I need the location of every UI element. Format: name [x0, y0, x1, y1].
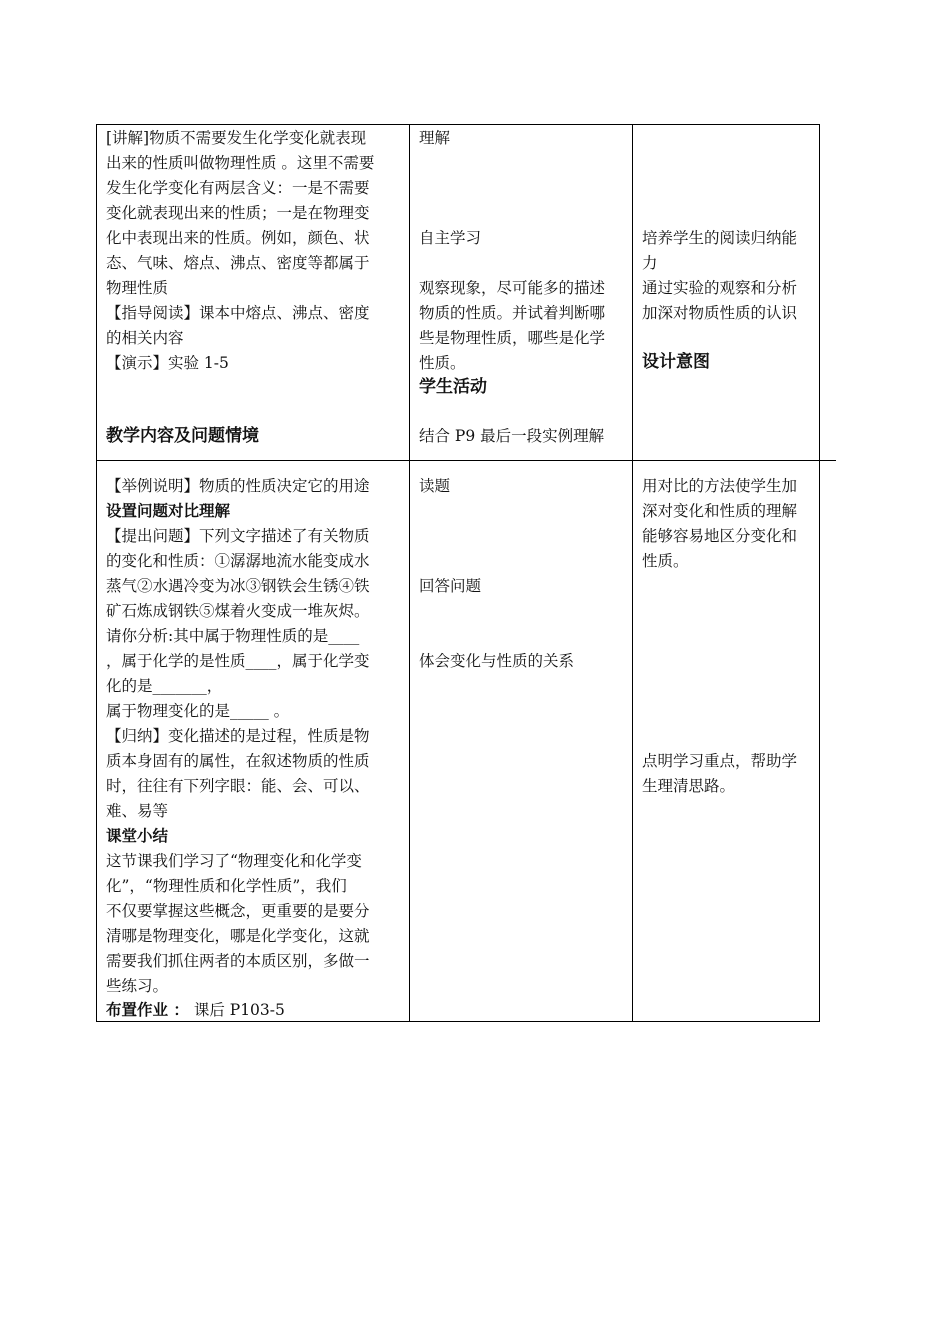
text-line: 出来的性质叫做物理性质 。这里不需要: [106, 154, 375, 172]
homework-value: 课后 P103-5: [193, 1001, 285, 1019]
text-line: 需要我们抓住两者的本质区别，多做一: [106, 952, 370, 970]
text-line: 体会变化与性质的关系: [419, 652, 575, 670]
column-heading: 设计意图: [642, 352, 710, 372]
text-line: 深对变化和性质的理解: [642, 502, 798, 520]
bold-heading: 课堂小结: [106, 827, 169, 845]
text-line: 质本身固有的属性，在叙述物质的性质: [106, 752, 370, 770]
text-line: 清哪是物理变化，哪是化学变化，这就: [106, 927, 370, 945]
text-line: 物质的性质。并试着判断哪: [419, 304, 606, 322]
text-line: [讲解]物质不需要发生化学变化就表现: [106, 129, 367, 147]
text-line: 难、易等: [106, 802, 169, 820]
text-line: 通过实验的观察和分析: [642, 279, 798, 297]
text-line: 变化就表现出来的性质；一是在物理变: [106, 204, 370, 222]
text-line: 力: [642, 254, 658, 272]
text-line: 些是物理性质，哪些是化学: [419, 329, 606, 347]
bold-heading: 设置问题对比理解: [106, 502, 231, 520]
text-line: 【指导阅读】课本中熔点、沸点、密度: [106, 304, 370, 322]
text-line: 化”，“物理性质和化学性质”，我们: [106, 877, 347, 895]
text-line: 这节课我们学习了“物理变化和化学变: [106, 852, 362, 870]
table-divider-1: [409, 124, 410, 1022]
text-line: 读题: [419, 477, 451, 495]
text-line: 态、气味、熔点、沸点、密度等都属于: [106, 254, 370, 272]
text-line: 理解: [419, 129, 451, 147]
text-line: 【举例说明】物质的性质决定它的用途: [106, 477, 370, 495]
text-line: 性质。: [419, 354, 466, 372]
text-line: 属于物理变化的是_____ 。: [106, 702, 290, 720]
homework-line: [106, 998, 285, 1023]
table-border-left: [96, 124, 97, 1022]
text-line: 【演示】实验 1-5: [106, 354, 229, 372]
column-heading: 教学内容及问题情境: [106, 426, 259, 446]
text-line: 回答问题: [419, 577, 482, 595]
text-line: 加深对物质性质的认识: [642, 304, 798, 322]
text-line: 时，往往有下列字眼：能、会、可以、: [106, 777, 370, 795]
table-divider-2: [632, 124, 633, 1022]
text-line: 自主学习: [419, 229, 482, 247]
text-line: 生理清思路。: [642, 777, 736, 795]
text-line: 性质。: [642, 552, 689, 570]
column-heading: 学生活动: [419, 377, 487, 397]
text-line: 蒸气②水遇冷变为冰③钢铁会生锈④铁: [106, 577, 370, 595]
text-line: 【提出问题】下列文字描述了有关物质: [106, 527, 370, 545]
text-line: 不仅要掌握这些概念，更重要的是要分: [106, 902, 370, 920]
text-line: ，属于化学的是性质____，属于化学变: [106, 652, 370, 670]
text-line: 点明学习重点，帮助学: [642, 752, 798, 770]
text-line: 物理性质: [106, 279, 169, 297]
text-line: 的变化和性质：①潺潺地流水能变成水: [106, 552, 370, 570]
text-line: 化的是_______，: [106, 677, 223, 695]
text-line: 观察现象，尽可能多的描述: [419, 279, 606, 297]
table-border-top: [96, 124, 820, 125]
text-line: 用对比的方法使学生加: [642, 477, 798, 495]
text-line: 矿石炼成钢铁⑤煤着火变成一堆灰烬。: [106, 602, 370, 620]
text-line: 结合 P9 最后一段实例理解: [419, 427, 605, 445]
table-border-right: [819, 124, 820, 1022]
text-line: 的相关内容: [106, 329, 184, 347]
table-border-mid: [96, 460, 836, 461]
text-line: 【归纳】变化描述的是过程，性质是物: [106, 727, 370, 745]
text-line: 请你分析:其中属于物理性质的是____: [106, 627, 360, 645]
text-line: 些练习。: [106, 977, 169, 995]
homework-label: 布置作业 ：: [106, 1001, 189, 1019]
text-line: 化中表现出来的性质。例如，颜色、状: [106, 229, 370, 247]
text-line: 培养学生的阅读归纳能: [642, 229, 798, 247]
text-line: 能够容易地区分变化和: [642, 527, 798, 545]
text-line: 发生化学变化有两层含义：一是不需要: [106, 179, 370, 197]
